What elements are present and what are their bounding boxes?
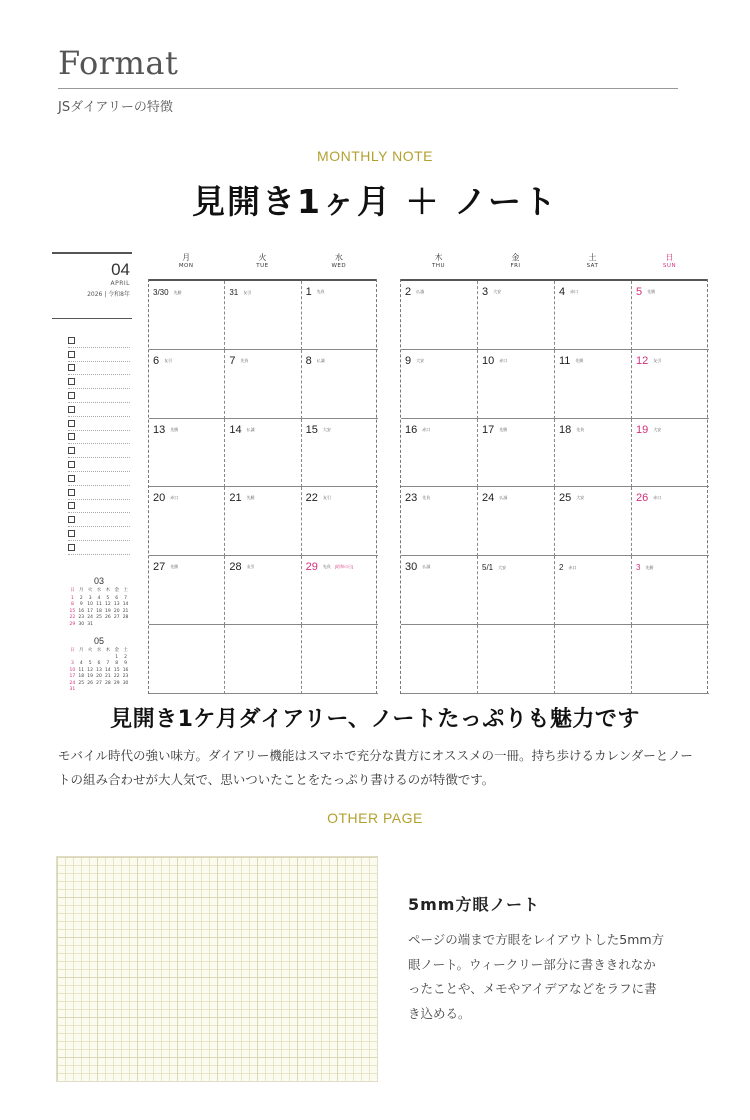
rokuyo-label: 赤口 xyxy=(653,495,662,501)
calendar-date: 1 先負 xyxy=(305,286,325,298)
calendar-day-cell xyxy=(401,625,478,694)
mini-day: 4 xyxy=(97,595,101,601)
calendar-right-page xyxy=(400,252,708,692)
calendar-day-cell xyxy=(149,556,225,625)
mini-day: 10 xyxy=(69,667,76,673)
calendar-day-cell xyxy=(555,281,632,350)
mini-weekday: 水 xyxy=(96,588,102,593)
mini-day xyxy=(86,655,95,661)
grid-notebook-major-lines xyxy=(57,857,377,1081)
calendar-day-cell xyxy=(302,487,378,556)
mini-calendar-title: 05 xyxy=(93,636,104,646)
mini-day: 22 xyxy=(113,674,120,679)
sidebar-month-number: 04 xyxy=(111,260,130,279)
mini-day: 9 xyxy=(124,661,127,666)
calendar-day-cell xyxy=(302,281,378,350)
mini-calendar-title: 03 xyxy=(93,576,104,586)
calendar-date: 20 赤口 xyxy=(153,492,179,505)
mini-weekday: 月 xyxy=(79,588,84,593)
todo-checklist xyxy=(68,334,130,555)
rokuyo-label: 大安 xyxy=(576,495,585,501)
calendar-day-cell xyxy=(401,281,478,350)
mini-weekday: 日 xyxy=(70,588,75,593)
rokuyo-label: 友引 xyxy=(653,357,662,363)
rokuyo-label: 先負 xyxy=(316,289,325,295)
sidebar-rule xyxy=(52,318,132,319)
rokuyo-label: 仏滅 xyxy=(246,426,255,432)
rokuyo-label: 赤口 xyxy=(499,357,508,363)
mini-day: 11 xyxy=(96,602,102,607)
calendar-date: 17 先勝 xyxy=(482,423,508,436)
checkbox-icon xyxy=(68,502,75,509)
calendar-day-cell xyxy=(632,625,709,694)
calendar-day-cell xyxy=(149,625,225,694)
grid-notebook-image xyxy=(56,856,378,1082)
weekday-header xyxy=(477,252,554,270)
mini-weekday: 木 xyxy=(105,648,111,653)
rokuyo-label: 先勝 xyxy=(173,289,182,295)
mini-day: 1 xyxy=(115,654,119,660)
calendar-day-cell xyxy=(478,556,555,625)
calendar-day-cell xyxy=(225,556,301,625)
rokuyo-label: 赤口 xyxy=(422,426,431,432)
calendar-date: 2 赤口 xyxy=(559,563,577,573)
checkbox-icon xyxy=(68,420,75,427)
calendar-day-cell xyxy=(478,625,555,694)
mini-day: 5 xyxy=(88,661,92,666)
feature-description: モバイル時代の強い味方。ダイアリー機能はスマホで充分な貴方にオススメの一冊。持ち歩けるカレンダーとノートの組み合わせが大人気で、思いついたことをたっぷり書けるのが特徴です。 xyxy=(58,748,693,787)
mini-day: 22 xyxy=(69,615,76,620)
mini-day: 21 xyxy=(104,674,111,679)
mini-calendar-grid xyxy=(68,588,130,627)
checkbox-icon xyxy=(68,351,75,358)
calendar-day-cell xyxy=(401,556,478,625)
rokuyo-label: 大安 xyxy=(322,426,331,432)
calendar-grid xyxy=(148,279,377,694)
mini-weekday: 火 xyxy=(87,648,93,653)
weekday-header xyxy=(148,252,224,270)
mini-weekday: 水 xyxy=(96,648,102,653)
weekday-kanji: 火 xyxy=(258,253,267,262)
calendar-day-cell xyxy=(225,625,301,694)
mini-day: 9 xyxy=(79,602,83,607)
rokuyo-label: 赤口 xyxy=(170,495,179,501)
weekday-header xyxy=(631,252,708,270)
mini-day: 8 xyxy=(115,661,119,666)
mini-weekday: 土 xyxy=(123,588,128,593)
weekday-kanji: 木 xyxy=(434,253,443,262)
mini-day: 13 xyxy=(113,602,120,607)
calendar-date: 6 友引 xyxy=(153,354,173,367)
mini-day: 25 xyxy=(78,680,85,686)
todo-checkbox-row xyxy=(68,403,130,417)
rokuyo-label: 先勝 xyxy=(647,289,656,295)
rokuyo-label: 友引 xyxy=(322,495,331,501)
todo-checkbox-row xyxy=(68,334,130,348)
checkbox-icon xyxy=(68,447,75,454)
todo-checkbox-row xyxy=(68,362,130,376)
mini-calendar-grid xyxy=(68,648,130,693)
calendar-day-cell xyxy=(401,487,478,556)
mini-day: 29 xyxy=(69,621,76,627)
mini-day: 20 xyxy=(96,674,102,679)
calendar-date: 23 先負 xyxy=(405,492,431,505)
calendar-date: 3/30 先勝 xyxy=(153,288,182,297)
checkbox-icon xyxy=(68,392,75,399)
calendar-day-cell xyxy=(632,556,709,625)
checkbox-icon xyxy=(68,378,75,385)
mini-day: 23 xyxy=(78,615,85,620)
mini-day: 26 xyxy=(87,680,93,686)
todo-checkbox-row xyxy=(68,513,130,527)
rokuyo-label: 赤口 xyxy=(570,289,579,295)
notes-description: ページの端まで方眼をレイアウトした5mm方眼ノート。ウィークリー部分に書ききれなかったことや、メモやアイデアなどをラフに書き込める。 xyxy=(408,932,665,1021)
feature-caption: 見開き1ケ月ダイアリー、ノートたっぷりも魅力です xyxy=(110,707,640,732)
sidebar-month-name: APRIL xyxy=(110,280,130,287)
rokuyo-label: 仏滅 xyxy=(316,357,325,363)
rokuyo-label: 先勝 xyxy=(499,426,508,432)
mini-day: 3 xyxy=(88,595,92,601)
calendar-date: 30 仏滅 xyxy=(405,561,431,574)
rokuyo-label: 先勝 xyxy=(170,426,179,432)
rokuyo-label: 先負 xyxy=(322,564,331,570)
calendar-day-cell xyxy=(555,350,632,419)
mini-day xyxy=(77,655,86,661)
calendar-date: 9 大安 xyxy=(405,354,425,367)
mini-day: 27 xyxy=(113,615,120,620)
calendar-day-cell xyxy=(555,556,632,625)
rokuyo-label: 先勝 xyxy=(645,565,654,571)
mini-day: 16 xyxy=(78,608,85,614)
rokuyo-label: 友引 xyxy=(243,289,252,295)
page-title: Format xyxy=(58,44,179,82)
todo-checkbox-row xyxy=(68,541,130,555)
calendar-date: 14 仏滅 xyxy=(229,423,255,436)
calendar-date: 18 先負 xyxy=(559,423,585,436)
calendar-date: 8 仏滅 xyxy=(305,354,325,367)
mini-day: 31 xyxy=(69,687,76,692)
calendar-day-cell xyxy=(225,487,301,556)
calendar-day-cell xyxy=(632,487,709,556)
weekday-header xyxy=(554,252,631,270)
mini-day: 12 xyxy=(104,602,111,607)
mini-weekday: 火 xyxy=(87,588,93,593)
calendar-date: 3 先勝 xyxy=(636,563,654,573)
mini-day: 3 xyxy=(70,661,74,666)
mini-day xyxy=(103,655,112,661)
weekday-kanji: 月 xyxy=(182,253,191,262)
rokuyo-label: 赤口 xyxy=(568,565,577,571)
rokuyo-label: 先負 xyxy=(240,357,249,363)
calendar-day-cell xyxy=(555,487,632,556)
mini-day: 26 xyxy=(104,615,111,620)
calendar-date: 21 先勝 xyxy=(229,492,255,505)
checkbox-icon xyxy=(68,475,75,482)
mini-day: 11 xyxy=(78,667,85,673)
mini-day: 20 xyxy=(113,608,120,614)
mini-day: 19 xyxy=(104,608,111,614)
rokuyo-label: 先勝 xyxy=(170,564,179,570)
weekday-header xyxy=(224,252,300,270)
checkbox-icon xyxy=(68,516,75,523)
calendar-day-cell xyxy=(302,556,378,625)
mini-day: 28 xyxy=(104,680,111,686)
weekday-english: THU xyxy=(431,263,446,269)
calendar-date: 24 仏滅 xyxy=(482,492,508,505)
todo-checkbox-row xyxy=(68,444,130,458)
weekday-kanji: 金 xyxy=(511,253,520,262)
weekday-kanji: 日 xyxy=(665,253,674,262)
mini-day: 27 xyxy=(96,680,102,686)
todo-checkbox-row xyxy=(68,375,130,389)
calendar-date: 4 赤口 xyxy=(559,286,579,298)
mini-day: 30 xyxy=(78,621,85,627)
calendar-day-cell xyxy=(401,350,478,419)
mini-day: 24 xyxy=(69,680,76,686)
mini-day: 6 xyxy=(115,595,119,601)
rokuyo-label: 先勝 xyxy=(575,357,584,363)
mini-weekday: 木 xyxy=(105,588,111,593)
rokuyo-label: 大安 xyxy=(416,357,425,363)
checkbox-icon xyxy=(68,433,75,440)
mini-day: 10 xyxy=(87,602,93,607)
todo-checkbox-row xyxy=(68,431,130,445)
title-divider xyxy=(58,88,678,89)
mini-day: 21 xyxy=(122,608,129,614)
page-subtitle: JSダイアリーの特徴 xyxy=(58,100,173,115)
sidebar-top-rule xyxy=(52,252,132,254)
mini-day: 17 xyxy=(69,674,76,679)
weekday-kanji: 土 xyxy=(588,253,597,262)
calendar-date: 12 友引 xyxy=(636,354,662,367)
monthly-note-label: MONTHLY NOTE xyxy=(317,148,433,164)
calendar-date: 7 先負 xyxy=(229,354,249,367)
calendar-date: 3 大安 xyxy=(482,286,502,298)
checkbox-icon xyxy=(68,406,75,413)
weekday-english: SUN xyxy=(662,263,677,269)
calendar-date: 19 大安 xyxy=(636,423,662,436)
mini-weekday: 金 xyxy=(114,588,119,593)
calendar-day-cell xyxy=(302,625,378,694)
diary-sidebar xyxy=(52,252,132,692)
rokuyo-label: 先勝 xyxy=(246,495,255,501)
notes-title: 5mm方眼ノート xyxy=(408,895,540,914)
mini-day: 2 xyxy=(124,654,127,660)
calendar-day-cell xyxy=(555,625,632,694)
monthly-note-title: 見開き1ヶ月 ＋ ノート xyxy=(192,182,558,221)
calendar-day-cell xyxy=(478,281,555,350)
calendar-date: 26 赤口 xyxy=(636,492,662,505)
rokuyo-label: 友引 xyxy=(246,564,255,570)
mini-calendar-may xyxy=(68,636,130,693)
rokuyo-label: 大安 xyxy=(493,289,502,295)
mini-day: 29 xyxy=(113,680,120,686)
calendar-date: 28 友引 xyxy=(229,561,255,574)
todo-checkbox-row xyxy=(68,472,130,486)
rokuyo-label: 大安 xyxy=(653,426,662,432)
calendar-left-page xyxy=(148,252,377,692)
calendar-date: 10 赤口 xyxy=(482,354,508,367)
mini-day: 15 xyxy=(113,667,120,673)
calendar-date: 2 仏滅 xyxy=(405,286,425,298)
mini-day: 30 xyxy=(122,680,129,686)
mini-day: 1 xyxy=(70,595,74,601)
calendar-day-cell xyxy=(478,487,555,556)
calendar-day-cell xyxy=(302,419,378,488)
calendar-date: 15 大安 xyxy=(305,423,331,436)
mini-day: 17 xyxy=(87,608,93,614)
rokuyo-label: 仏滅 xyxy=(499,495,508,501)
mini-day: 15 xyxy=(69,608,76,614)
mini-day: 4 xyxy=(79,661,83,666)
mini-day: 18 xyxy=(78,674,85,679)
mini-day: 7 xyxy=(124,595,127,601)
calendar-day-cell xyxy=(149,419,225,488)
calendar-date: 31 友引 xyxy=(229,288,252,297)
mini-weekday: 土 xyxy=(123,648,128,653)
calendar-day-cell xyxy=(632,419,709,488)
todo-checkbox-row xyxy=(68,417,130,431)
mini-day: 14 xyxy=(122,602,129,607)
weekday-english: MON xyxy=(178,263,194,269)
calendar-date: 13 先勝 xyxy=(153,423,179,436)
calendar-grid xyxy=(400,279,708,694)
calendar-date: 11 先勝 xyxy=(559,354,584,367)
todo-checkbox-row xyxy=(68,527,130,541)
mini-day: 13 xyxy=(96,667,102,673)
todo-checkbox-row xyxy=(68,500,130,514)
todo-checkbox-row xyxy=(68,486,130,500)
rokuyo-label: 大安 xyxy=(498,565,507,571)
checkbox-icon xyxy=(68,530,75,537)
weekday-english: WED xyxy=(331,263,347,269)
calendar-day-cell xyxy=(149,487,225,556)
mini-day: 19 xyxy=(87,674,93,679)
other-page-label: OTHER PAGE xyxy=(327,810,423,826)
weekday-header xyxy=(301,252,377,270)
mini-calendar-march xyxy=(68,576,130,627)
calendar-day-cell xyxy=(149,350,225,419)
weekday-english: FRI xyxy=(510,263,521,269)
mini-day xyxy=(68,655,77,661)
mini-day: 18 xyxy=(96,608,102,614)
weekday-kanji: 水 xyxy=(334,253,343,262)
calendar-day-cell xyxy=(225,419,301,488)
todo-checkbox-row xyxy=(68,348,130,362)
mini-weekday: 金 xyxy=(114,648,119,653)
calendar-day-cell xyxy=(149,281,225,350)
mini-day: 16 xyxy=(122,667,129,673)
rokuyo-label: 先負 xyxy=(576,426,585,432)
calendar-day-cell xyxy=(302,350,378,419)
checkbox-icon xyxy=(68,364,75,371)
calendar-day-cell xyxy=(225,350,301,419)
rokuyo-label: 仏滅 xyxy=(416,289,425,295)
mini-day xyxy=(95,655,104,661)
weekday-english: SAT xyxy=(586,263,599,269)
mini-day: 14 xyxy=(104,667,111,673)
mini-day: 12 xyxy=(87,667,93,673)
mini-day: 7 xyxy=(106,661,110,666)
mini-weekday: 日 xyxy=(70,648,75,653)
mini-day: 23 xyxy=(122,674,129,679)
todo-checkbox-row xyxy=(68,458,130,472)
mini-day: 6 xyxy=(97,661,101,666)
calendar-day-cell xyxy=(555,419,632,488)
checkbox-icon xyxy=(68,337,75,344)
calendar-day-cell xyxy=(478,350,555,419)
mini-day: 2 xyxy=(79,595,83,601)
calendar-date: 29 先負 [昭和の日] xyxy=(305,561,354,574)
calendar-day-cell xyxy=(632,281,709,350)
calendar-day-cell xyxy=(225,281,301,350)
mini-day: 28 xyxy=(122,615,129,620)
checkbox-icon xyxy=(68,461,75,468)
calendar-day-cell xyxy=(401,419,478,488)
calendar-date: 25 大安 xyxy=(559,492,585,505)
mini-day: 5 xyxy=(106,595,110,601)
checkbox-icon xyxy=(68,489,75,496)
checkbox-icon xyxy=(68,544,75,551)
rokuyo-label: 仏滅 xyxy=(422,564,431,570)
calendar-day-cell xyxy=(478,419,555,488)
mini-weekday: 月 xyxy=(79,648,84,653)
todo-checkbox-row xyxy=(68,389,130,403)
calendar-date: 5/1 大安 xyxy=(482,563,507,573)
calendar-day-cell xyxy=(632,350,709,419)
weekday-header xyxy=(400,252,477,270)
mini-day: 8 xyxy=(70,602,74,607)
mini-day: 25 xyxy=(96,615,102,620)
mini-day: 24 xyxy=(87,615,93,620)
holiday-label: [昭和の日] xyxy=(334,564,354,570)
calendar-date: 5 先勝 xyxy=(636,286,656,298)
calendar-date: 27 先勝 xyxy=(153,561,179,574)
rokuyo-label: 友引 xyxy=(164,357,173,363)
calendar-date: 16 赤口 xyxy=(405,423,431,436)
weekday-english: TUE xyxy=(256,263,269,269)
calendar-date: 22 友引 xyxy=(305,492,331,505)
mini-day: 31 xyxy=(87,621,93,627)
sidebar-year: 2026 | 令和8年 xyxy=(87,291,130,298)
rokuyo-label: 先負 xyxy=(422,495,431,501)
